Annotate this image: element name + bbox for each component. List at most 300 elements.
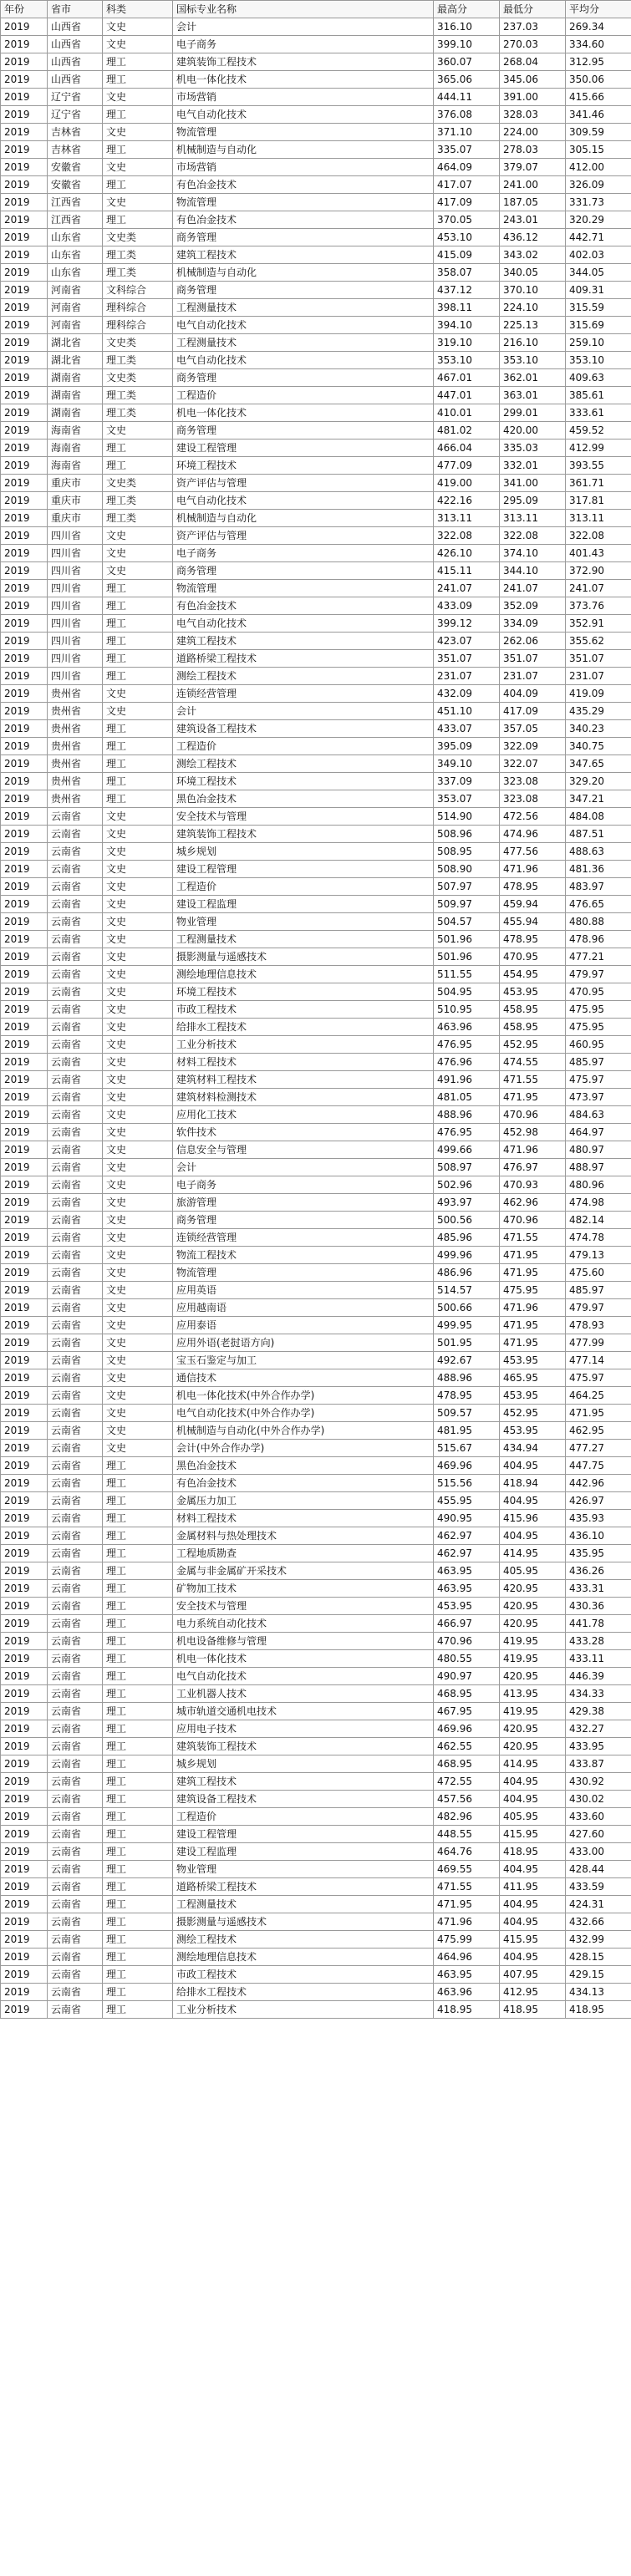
cell-max-score: 453.95 — [434, 1598, 500, 1615]
cell-year: 2019 — [1, 352, 48, 369]
table-row — [1, 1299, 631, 1317]
table-row — [1, 545, 631, 562]
table-row — [1, 1650, 631, 1668]
cell-year: 2019 — [1, 439, 48, 457]
table-row — [1, 983, 631, 1001]
table-row — [1, 457, 631, 475]
cell-min-score: 405.95 — [500, 1808, 566, 1826]
cell-min-score: 404.95 — [500, 1896, 566, 1913]
cell-year: 2019 — [1, 1475, 48, 1492]
cell-major: 材料工程技术 — [173, 1054, 434, 1071]
cell-avg-score: 305.15 — [566, 141, 631, 159]
table-row — [1, 1247, 631, 1264]
cell-avg-score: 433.95 — [566, 1738, 631, 1755]
cell-avg-score: 434.33 — [566, 1685, 631, 1703]
cell-max-score: 417.07 — [434, 176, 500, 194]
cell-major: 机电一体化技术(中外合作办学) — [173, 1387, 434, 1405]
header-province: 省市 — [48, 1, 103, 18]
cell-year: 2019 — [1, 404, 48, 422]
cell-year: 2019 — [1, 1685, 48, 1703]
cell-major: 给排水工程技术 — [173, 1019, 434, 1036]
cell-province: 海南省 — [48, 439, 103, 457]
cell-province: 湖南省 — [48, 369, 103, 387]
cell-max-score: 504.95 — [434, 983, 500, 1001]
cell-major: 电气自动化技术 — [173, 352, 434, 369]
cell-province: 云南省 — [48, 1440, 103, 1457]
cell-year: 2019 — [1, 1036, 48, 1054]
table-row — [1, 615, 631, 633]
cell-max-score: 358.07 — [434, 264, 500, 282]
cell-min-score: 404.95 — [500, 1527, 566, 1545]
cell-category: 文史 — [103, 703, 173, 720]
cell-major: 机电一体化技术 — [173, 1650, 434, 1668]
cell-min-score: 420.95 — [500, 1668, 566, 1685]
cell-min-score: 452.95 — [500, 1036, 566, 1054]
cell-min-score: 344.10 — [500, 562, 566, 580]
table-row — [1, 1106, 631, 1124]
table-row — [1, 1720, 631, 1738]
cell-year: 2019 — [1, 1598, 48, 1615]
cell-min-score: 420.95 — [500, 1615, 566, 1633]
cell-year: 2019 — [1, 18, 48, 36]
cell-max-score: 426.10 — [434, 545, 500, 562]
cell-major: 商务管理 — [173, 1212, 434, 1229]
table-row — [1, 1457, 631, 1475]
cell-major: 信息安全与管理 — [173, 1141, 434, 1159]
cell-max-score: 488.96 — [434, 1106, 500, 1124]
table-row — [1, 369, 631, 387]
cell-major: 城乡规划 — [173, 843, 434, 861]
cell-max-score: 499.96 — [434, 1247, 500, 1264]
table-row — [1, 352, 631, 369]
cell-category: 文史类 — [103, 334, 173, 352]
cell-province: 云南省 — [48, 1703, 103, 1720]
table-row — [1, 668, 631, 685]
cell-major: 给排水工程技术 — [173, 1984, 434, 2001]
cell-year: 2019 — [1, 457, 48, 475]
cell-province: 云南省 — [48, 878, 103, 896]
cell-min-score: 471.95 — [500, 1089, 566, 1106]
cell-category: 文史 — [103, 966, 173, 983]
cell-category: 理工 — [103, 1703, 173, 1720]
cell-avg-score: 334.60 — [566, 36, 631, 53]
cell-year: 2019 — [1, 580, 48, 597]
cell-avg-score: 481.36 — [566, 861, 631, 878]
cell-major: 电气自动化技术 — [173, 106, 434, 124]
cell-max-score: 464.96 — [434, 1949, 500, 1966]
cell-max-score: 463.96 — [434, 1984, 500, 2001]
cell-category: 理工 — [103, 1755, 173, 1773]
cell-province: 云南省 — [48, 1984, 103, 2001]
cell-major: 工程造价 — [173, 738, 434, 755]
cell-max-score: 399.12 — [434, 615, 500, 633]
cell-max-score: 322.08 — [434, 527, 500, 545]
cell-category: 理工 — [103, 457, 173, 475]
cell-province: 云南省 — [48, 1931, 103, 1949]
cell-category: 理工 — [103, 1457, 173, 1475]
cell-avg-score: 446.39 — [566, 1668, 631, 1685]
cell-avg-score: 441.78 — [566, 1615, 631, 1633]
table-row — [1, 1685, 631, 1703]
cell-max-score: 469.96 — [434, 1457, 500, 1475]
cell-year: 2019 — [1, 668, 48, 685]
table-row — [1, 685, 631, 703]
cell-max-score: 481.02 — [434, 422, 500, 439]
cell-max-score: 349.10 — [434, 755, 500, 773]
cell-year: 2019 — [1, 1334, 48, 1352]
cell-year: 2019 — [1, 1896, 48, 1913]
cell-max-score: 514.57 — [434, 1282, 500, 1299]
cell-category: 文史 — [103, 89, 173, 106]
cell-major: 测绘工程技术 — [173, 755, 434, 773]
header-major: 国标专业名称 — [173, 1, 434, 18]
cell-category: 理工 — [103, 1668, 173, 1685]
cell-province: 云南省 — [48, 1755, 103, 1773]
cell-year: 2019 — [1, 159, 48, 176]
header-max-score: 最高分 — [434, 1, 500, 18]
cell-avg-score: 479.97 — [566, 966, 631, 983]
cell-avg-score: 430.36 — [566, 1598, 631, 1615]
cell-max-score: 502.96 — [434, 1176, 500, 1194]
cell-avg-score: 464.25 — [566, 1387, 631, 1405]
cell-year: 2019 — [1, 194, 48, 211]
cell-avg-score: 361.71 — [566, 475, 631, 492]
table-row — [1, 1492, 631, 1510]
table-row — [1, 1984, 631, 2001]
cell-max-score: 241.07 — [434, 580, 500, 597]
cell-min-score: 216.10 — [500, 334, 566, 352]
cell-max-score: 464.09 — [434, 159, 500, 176]
cell-province: 四川省 — [48, 562, 103, 580]
cell-category: 理工 — [103, 176, 173, 194]
cell-province: 贵州省 — [48, 685, 103, 703]
cell-max-score: 469.55 — [434, 1861, 500, 1878]
cell-avg-score: 401.43 — [566, 545, 631, 562]
cell-min-score: 379.07 — [500, 159, 566, 176]
cell-category: 理工类 — [103, 492, 173, 510]
cell-avg-score: 347.65 — [566, 755, 631, 773]
cell-max-score: 493.97 — [434, 1194, 500, 1212]
cell-min-score: 313.11 — [500, 510, 566, 527]
cell-category: 理工 — [103, 1861, 173, 1878]
cell-avg-score: 427.60 — [566, 1826, 631, 1843]
cell-max-score: 399.10 — [434, 36, 500, 53]
cell-year: 2019 — [1, 633, 48, 650]
cell-major: 机电设备维修与管理 — [173, 1633, 434, 1650]
cell-province: 河南省 — [48, 317, 103, 334]
cell-category: 文史 — [103, 1071, 173, 1089]
table-row — [1, 1861, 631, 1878]
table-row — [1, 790, 631, 808]
cell-min-score: 334.09 — [500, 615, 566, 633]
cell-min-score: 374.10 — [500, 545, 566, 562]
cell-major: 机械制造与自动化 — [173, 510, 434, 527]
cell-province: 云南省 — [48, 1369, 103, 1387]
cell-major: 测绘工程技术 — [173, 668, 434, 685]
table-row — [1, 404, 631, 422]
cell-province: 安徽省 — [48, 159, 103, 176]
cell-year: 2019 — [1, 1668, 48, 1685]
cell-province: 云南省 — [48, 1527, 103, 1545]
cell-avg-score: 475.60 — [566, 1264, 631, 1282]
cell-category: 文史 — [103, 1054, 173, 1071]
cell-province: 云南省 — [48, 1913, 103, 1931]
cell-max-score: 515.67 — [434, 1440, 500, 1457]
cell-max-score: 370.05 — [434, 211, 500, 229]
cell-major: 工业分析技术 — [173, 2001, 434, 2019]
cell-year: 2019 — [1, 1808, 48, 1826]
cell-category: 文史 — [103, 194, 173, 211]
cell-province: 云南省 — [48, 1808, 103, 1826]
cell-avg-score: 340.23 — [566, 720, 631, 738]
cell-major: 电气自动化技术 — [173, 615, 434, 633]
cell-category: 文史 — [103, 1229, 173, 1247]
cell-category: 理工 — [103, 1826, 173, 1843]
cell-min-score: 476.97 — [500, 1159, 566, 1176]
cell-major: 建设工程管理 — [173, 861, 434, 878]
cell-year: 2019 — [1, 1159, 48, 1176]
cell-category: 文史类 — [103, 475, 173, 492]
cell-province: 云南省 — [48, 1054, 103, 1071]
table-row — [1, 246, 631, 264]
cell-year: 2019 — [1, 843, 48, 861]
cell-min-score: 370.10 — [500, 282, 566, 299]
cell-min-score: 470.95 — [500, 948, 566, 966]
cell-province: 山西省 — [48, 71, 103, 89]
cell-category: 文史 — [103, 1247, 173, 1264]
cell-major: 应用越南语 — [173, 1299, 434, 1317]
cell-province: 云南省 — [48, 808, 103, 826]
cell-category: 理工 — [103, 1545, 173, 1562]
cell-max-score: 509.97 — [434, 896, 500, 913]
cell-min-score: 299.01 — [500, 404, 566, 422]
cell-major: 电气自动化技术 — [173, 1668, 434, 1685]
cell-major: 有色冶金技术 — [173, 597, 434, 615]
cell-category: 理工 — [103, 1615, 173, 1633]
table-row — [1, 1668, 631, 1685]
cell-major: 摄影测量与遥感技术 — [173, 948, 434, 966]
cell-province: 云南省 — [48, 1633, 103, 1650]
cell-province: 云南省 — [48, 1791, 103, 1808]
cell-max-score: 486.96 — [434, 1264, 500, 1282]
cell-major: 道路桥梁工程技术 — [173, 650, 434, 668]
cell-province: 重庆市 — [48, 475, 103, 492]
cell-category: 理工 — [103, 1843, 173, 1861]
cell-min-score: 404.95 — [500, 1861, 566, 1878]
cell-min-score: 404.95 — [500, 1949, 566, 1966]
cell-province: 湖北省 — [48, 334, 103, 352]
cell-max-score: 423.07 — [434, 633, 500, 650]
cell-category: 文史 — [103, 527, 173, 545]
cell-province: 云南省 — [48, 1141, 103, 1159]
cell-major: 通信技术 — [173, 1369, 434, 1387]
table-row — [1, 334, 631, 352]
cell-province: 云南省 — [48, 948, 103, 966]
cell-year: 2019 — [1, 1738, 48, 1755]
cell-category: 理工 — [103, 1720, 173, 1738]
cell-category: 理工 — [103, 1580, 173, 1598]
cell-province: 云南省 — [48, 1352, 103, 1369]
cell-year: 2019 — [1, 1878, 48, 1896]
cell-category: 文史 — [103, 913, 173, 931]
cell-province: 云南省 — [48, 1685, 103, 1703]
cell-major: 环境工程技术 — [173, 983, 434, 1001]
table-row — [1, 1001, 631, 1019]
cell-avg-score: 479.97 — [566, 1299, 631, 1317]
table-row — [1, 1510, 631, 1527]
cell-category: 文史 — [103, 1440, 173, 1457]
cell-province: 四川省 — [48, 527, 103, 545]
cell-avg-score: 341.46 — [566, 106, 631, 124]
cell-major: 电气自动化技术(中外合作办学) — [173, 1405, 434, 1422]
cell-max-score: 508.96 — [434, 826, 500, 843]
cell-province: 云南省 — [48, 1334, 103, 1352]
cell-province: 云南省 — [48, 1247, 103, 1264]
cell-max-score: 488.96 — [434, 1369, 500, 1387]
table-row — [1, 1545, 631, 1562]
cell-min-score: 417.09 — [500, 703, 566, 720]
cell-max-score: 353.10 — [434, 352, 500, 369]
cell-avg-score: 435.95 — [566, 1545, 631, 1562]
cell-category: 理工 — [103, 1966, 173, 1984]
cell-max-score: 463.95 — [434, 1580, 500, 1598]
cell-max-score: 231.07 — [434, 668, 500, 685]
cell-category: 理工 — [103, 597, 173, 615]
cell-major: 宝玉石鉴定与加工 — [173, 1352, 434, 1369]
cell-min-score: 418.94 — [500, 1475, 566, 1492]
cell-major: 建筑装饰工程技术 — [173, 1738, 434, 1755]
cell-min-score: 471.95 — [500, 1317, 566, 1334]
cell-year: 2019 — [1, 176, 48, 194]
cell-province: 湖南省 — [48, 387, 103, 404]
cell-major: 黑色冶金技术 — [173, 790, 434, 808]
cell-max-score: 501.96 — [434, 931, 500, 948]
cell-province: 贵州省 — [48, 755, 103, 773]
cell-major: 会计 — [173, 703, 434, 720]
cell-major: 建筑工程技术 — [173, 246, 434, 264]
cell-avg-score: 426.97 — [566, 1492, 631, 1510]
cell-min-score: 418.95 — [500, 2001, 566, 2019]
cell-year: 2019 — [1, 1229, 48, 1247]
table-row — [1, 1071, 631, 1089]
cell-category: 理工 — [103, 580, 173, 597]
cell-year: 2019 — [1, 1247, 48, 1264]
cell-province: 云南省 — [48, 1861, 103, 1878]
cell-max-score: 470.96 — [434, 1633, 500, 1650]
cell-year: 2019 — [1, 124, 48, 141]
cell-province: 云南省 — [48, 826, 103, 843]
cell-avg-score: 447.75 — [566, 1457, 631, 1475]
cell-avg-score: 355.62 — [566, 633, 631, 650]
cell-max-score: 437.12 — [434, 282, 500, 299]
cell-min-score: 278.03 — [500, 141, 566, 159]
cell-province: 吉林省 — [48, 124, 103, 141]
cell-major: 城市轨道交通机电技术 — [173, 1703, 434, 1720]
cell-year: 2019 — [1, 1282, 48, 1299]
cell-province: 云南省 — [48, 1299, 103, 1317]
cell-avg-score: 471.95 — [566, 1405, 631, 1422]
cell-avg-score: 477.99 — [566, 1334, 631, 1352]
cell-year: 2019 — [1, 1194, 48, 1212]
cell-major: 连锁经营管理 — [173, 685, 434, 703]
cell-year: 2019 — [1, 36, 48, 53]
cell-category: 文史 — [103, 159, 173, 176]
cell-province: 四川省 — [48, 597, 103, 615]
cell-province: 云南省 — [48, 1475, 103, 1492]
cell-min-score: 420.95 — [500, 1738, 566, 1755]
cell-max-score: 472.55 — [434, 1773, 500, 1791]
cell-major: 有色冶金技术 — [173, 1475, 434, 1492]
cell-major: 资产评估与管理 — [173, 475, 434, 492]
cell-category: 文史 — [103, 861, 173, 878]
cell-min-score: 405.95 — [500, 1562, 566, 1580]
cell-min-score: 340.05 — [500, 264, 566, 282]
cell-avg-score: 475.97 — [566, 1369, 631, 1387]
cell-major: 矿物加工技术 — [173, 1580, 434, 1598]
table-row — [1, 843, 631, 861]
cell-major: 工业机器人技术 — [173, 1685, 434, 1703]
cell-min-score: 420.95 — [500, 1720, 566, 1738]
cell-min-score: 362.01 — [500, 369, 566, 387]
table-row — [1, 1878, 631, 1896]
table-row — [1, 317, 631, 334]
cell-avg-score: 462.95 — [566, 1422, 631, 1440]
cell-province: 云南省 — [48, 861, 103, 878]
cell-category: 文史 — [103, 1001, 173, 1019]
cell-year: 2019 — [1, 1843, 48, 1861]
cell-category: 文史 — [103, 1282, 173, 1299]
table-row — [1, 773, 631, 790]
cell-category: 理工类 — [103, 246, 173, 264]
cell-max-score: 395.09 — [434, 738, 500, 755]
cell-category: 理工 — [103, 1598, 173, 1615]
cell-category: 文史 — [103, 1422, 173, 1440]
cell-avg-score: 484.63 — [566, 1106, 631, 1124]
cell-category: 文史 — [103, 1264, 173, 1282]
cell-min-score: 407.95 — [500, 1966, 566, 1984]
cell-min-score: 328.03 — [500, 106, 566, 124]
cell-avg-score: 347.21 — [566, 790, 631, 808]
cell-avg-score: 433.31 — [566, 1580, 631, 1598]
cell-category: 理工 — [103, 720, 173, 738]
cell-province: 辽宁省 — [48, 89, 103, 106]
table-row — [1, 650, 631, 668]
cell-max-score: 451.10 — [434, 703, 500, 720]
cell-major: 测绘工程技术 — [173, 1931, 434, 1949]
table-row — [1, 1755, 631, 1773]
cell-category: 理工 — [103, 1913, 173, 1931]
cell-avg-score: 351.07 — [566, 650, 631, 668]
cell-major: 商务管理 — [173, 422, 434, 439]
cell-min-score: 453.95 — [500, 1387, 566, 1405]
cell-province: 湖南省 — [48, 404, 103, 422]
cell-max-score: 491.96 — [434, 1071, 500, 1089]
cell-avg-score: 433.87 — [566, 1755, 631, 1773]
cell-avg-score: 434.13 — [566, 1984, 631, 2001]
cell-category: 理工 — [103, 1492, 173, 1510]
table-row — [1, 1913, 631, 1931]
cell-category: 文史 — [103, 808, 173, 826]
cell-category: 文史 — [103, 983, 173, 1001]
cell-category: 理工类 — [103, 387, 173, 404]
cell-avg-score: 435.93 — [566, 1510, 631, 1527]
cell-max-score: 468.95 — [434, 1685, 500, 1703]
cell-category: 文史 — [103, 18, 173, 36]
cell-province: 吉林省 — [48, 141, 103, 159]
cell-max-score: 463.95 — [434, 1966, 500, 1984]
cell-major: 市政工程技术 — [173, 1001, 434, 1019]
cell-avg-score: 485.97 — [566, 1054, 631, 1071]
